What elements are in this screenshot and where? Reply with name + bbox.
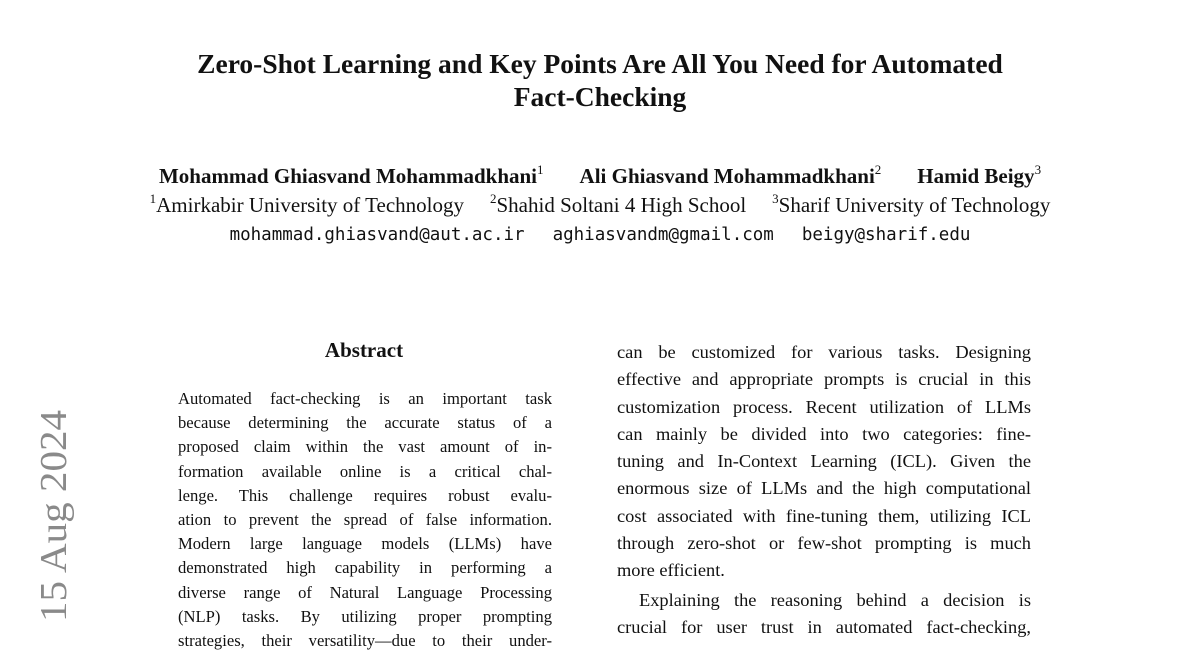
author-sup-3: 3 <box>1034 162 1042 177</box>
body-line: through zero-shot or few-shot prompting is much <box>617 533 1031 554</box>
author-list <box>0 162 1200 190</box>
abstract-line: demonstrated high capability in performing a <box>178 558 552 578</box>
abstract-line: strategies, their versatility—due to their under- <box>178 631 552 651</box>
right-column-paragraph-2 <box>617 587 1031 642</box>
abstract-line: Modern large language models (LLMs) have <box>178 534 552 554</box>
body-line: can be customized for various tasks. Designing <box>617 342 1031 362</box>
abstract-line: proposed claim within the vast amount of in- <box>178 437 552 457</box>
email-list <box>0 222 1200 248</box>
body-line: effective and appropriate prompts is crucial in this <box>617 369 1031 390</box>
right-column-paragraph-1 <box>617 339 1031 585</box>
arxiv-date-stamp <box>20 408 80 624</box>
email-2: aghiasvandm@gmail.com <box>552 225 774 245</box>
arxiv-date-stamp-text: 15 Aug 2024 <box>33 425 75 622</box>
email-1: mohammad.ghiasvand@aut.ac.ir <box>229 225 525 245</box>
body-line: tuning and In-Context Learning (ICL). Given the <box>617 451 1031 472</box>
abstract-line: lenge. This challenge requires robust evalu- <box>178 485 552 505</box>
author-sup-1: 1 <box>537 162 544 177</box>
affiliation-2: Shahid Soltani 4 High School <box>496 193 747 217</box>
affiliation-1: Amirkabir University of Technology <box>156 193 464 217</box>
email-3: beigy@sharif.edu <box>801 225 971 245</box>
body-line: Explaining the reasoning behind a decision is <box>639 590 1031 610</box>
body-line: cost associated with fine-tuning them, utilizing ICL <box>617 505 1031 526</box>
abstract-body <box>178 387 552 653</box>
abstract-line: (NLP) tasks. By utilizing proper prompting <box>178 606 552 626</box>
abstract-line: because determining the accurate status of a <box>178 413 552 433</box>
author-name-2: Ali Ghiasvand Mohammadkhani <box>579 164 875 188</box>
body-line: crucial for user trust in automated fact-checking, <box>617 617 1031 638</box>
title-line-2: Fact-Checking <box>513 81 687 112</box>
body-line: enormous size of LLMs and the high computational <box>617 478 1031 499</box>
abstract-line: formation available online is a critical chal- <box>178 461 552 481</box>
body-line: more efficient. <box>617 560 725 581</box>
abstract-line: ation to prevent the spread of false information. <box>178 510 552 530</box>
affiliation-sup-3: 3 <box>772 191 779 206</box>
abstract-line: diverse range of Natural Language Processing <box>178 582 552 602</box>
affiliation-3: Sharif University of Technology <box>778 193 1051 217</box>
affiliation-sup-1: 1 <box>149 191 157 206</box>
author-sup-2: 2 <box>874 162 882 177</box>
title-line-1: Zero-Shot Learning and Key Points Are All You Need for Automated <box>197 48 1003 79</box>
author-name-1: Mohammad Ghiasvand Mohammadkhani <box>158 164 538 188</box>
author-name-3: Hamid Beigy <box>917 164 1035 188</box>
body-line: customization process. Recent utilization of LLMs <box>617 396 1031 417</box>
abstract-heading: Abstract <box>324 338 404 362</box>
abstract-line: Automated fact-checking is an important task <box>178 389 552 408</box>
affiliation-list <box>0 191 1200 219</box>
body-line: can mainly be divided into two categories: fine- <box>617 423 1031 444</box>
affiliation-sup-2: 2 <box>489 191 497 206</box>
paper-title <box>0 47 1200 113</box>
